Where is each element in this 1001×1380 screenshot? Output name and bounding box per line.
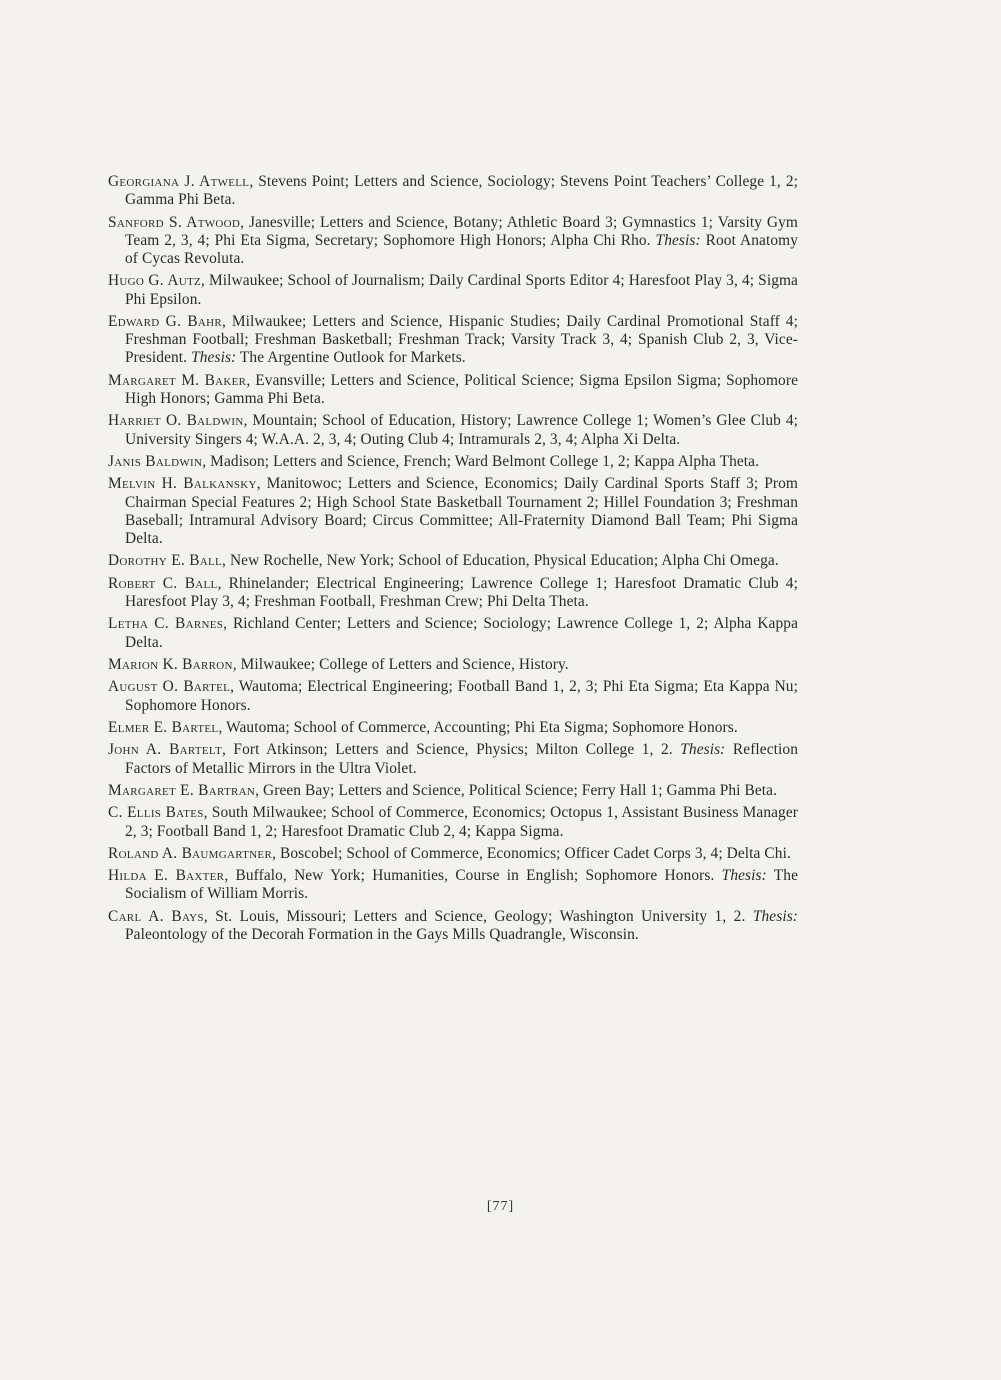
student-name: Letha C. Barnes — [108, 615, 224, 633]
biography-entry — [108, 372, 798, 408]
entry-details: , Buffalo, New York; Humanities, Course in English; Sophomore Honors. — [224, 867, 715, 885]
biography-entry — [108, 214, 798, 269]
entry-details: , Green Bay; Letters and Science, Political Science; Ferry Hall 1; Gamma Phi Beta. — [255, 781, 778, 799]
student-name: Melvin H. Balkansky — [108, 475, 257, 493]
biography-entry — [108, 475, 798, 548]
student-name: Hilda E. Baxter — [108, 867, 225, 885]
student-name: August O. Bartel — [108, 678, 231, 696]
entry-details: , Milwaukee; Letters and Science, Hispanic Studies; Daily Cardinal Promotional Staff 4; Freshman Football; Freshman Basketball; Freshman Track; Varsity Track 3, 4; Spanish Club 2, 3, Vice-President. — [125, 312, 798, 367]
student-name: C. Ellis Bates — [108, 804, 204, 822]
biography-entry — [108, 782, 798, 800]
thesis-title: The Argentine Outlook for Markets. — [236, 349, 466, 367]
student-name: Georgiana J. Atwell — [108, 173, 250, 190]
entry-details: , Manitowoc; Letters and Science, Economics; Daily Cardinal Sports Staff 3; Prom Chairman Special Features 2; High School State Basketball Tournament 2; Hillel Foundation 3; Freshman Baseball; Intramural Advisory Board; Circus Committee; All-Fraternity Diamond Ball Team; Phi Sigma Delta. — [125, 475, 798, 547]
biography-entry — [108, 313, 798, 368]
entry-details: , Rhinelander; Electrical Engineering; Lawrence College 1; Haresfoot Dramatic Club 4; Haresfoot Play 3, 4; Freshman Football, Freshman Crew; Phi Delta Theta. — [125, 574, 798, 610]
entry-details: , Janesville; Letters and Science, Botany; Athletic Board 3; Gymnastics 1; Varsity Gym Team 2, 3, 4; Phi Eta Sigma, Secretary; Sophomore High Honors; Alpha Chi Rho. — [125, 213, 799, 249]
student-name: Robert C. Ball — [108, 574, 218, 592]
entry-details: , Wautoma; School of Commerce, Accounting; Phi Eta Sigma; Sophomore Honors. — [218, 718, 738, 736]
biography-entry — [108, 719, 798, 737]
thesis-label: Thesis: — [655, 231, 701, 249]
thesis-label: Thesis: — [191, 349, 237, 367]
student-name: Janis Baldwin — [108, 452, 203, 470]
bleed-through-shadow — [360, 50, 660, 110]
biography-entry — [108, 908, 798, 944]
entry-details: , Richland Center; Letters and Science; Sociology; Lawrence College 1, 2; Alpha Kappa Delta. — [125, 615, 798, 651]
student-name: Edward G. Bahr — [108, 312, 223, 330]
biography-entry — [108, 741, 798, 777]
page-number: [77] — [486, 1199, 515, 1214]
biography-entry — [108, 412, 798, 448]
entry-details: , Stevens Point; Letters and Science, Sociology; Stevens Point Teachers’ College 1, 2; Gamma Phi Beta. — [125, 173, 798, 209]
thesis-label: Thesis: — [721, 867, 767, 885]
biography-entry — [108, 615, 798, 651]
biography-entry — [108, 845, 798, 863]
biography-entry — [108, 678, 798, 714]
student-name: Margaret M. Baker — [108, 371, 247, 389]
student-name: Harriet O. Baldwin — [108, 412, 244, 430]
biography-entry — [108, 656, 798, 674]
entry-list — [108, 173, 798, 948]
entry-details: , St. Louis, Missouri; Letters and Science, Geology; Washington University 1, 2. — [203, 907, 746, 925]
biography-entry — [108, 867, 798, 903]
entry-details: , Boscobel; School of Commerce, Economics; Officer Cadet Corps 3, 4; Delta Chi. — [272, 844, 791, 862]
entry-details: , Milwaukee; College of Letters and Science, History. — [232, 655, 569, 673]
biography-entry — [108, 272, 798, 308]
thesis-label: Thesis: — [752, 907, 799, 925]
entry-details: , Evansville; Letters and Science, Political Science; Sigma Epsilon Sigma; Sophomore High Honors; Gamma Phi Beta. — [125, 371, 798, 407]
thesis-title: Paleontology of the Decorah Formation in the Gays Mills Quadrangle, Wisconsin. — [125, 926, 639, 944]
student-name: Carl A. Bays — [108, 907, 204, 925]
entry-details: , New Rochelle, New York; School of Education, Physical Education; Alpha Chi Omega. — [222, 552, 779, 570]
entry-details: , South Milwaukee; School of Commerce, Economics; Octopus 1, Assistant Business Manager 2, 3; Football Band 1, 2; Haresfoot Dramatic Club 2, 4; Kappa Sigma. — [125, 804, 798, 840]
student-name: Margaret E. Bartran — [108, 781, 256, 799]
entry-details: , Madison; Letters and Science, French; Ward Belmont College 1, 2; Kappa Alpha Theta. — [202, 452, 760, 470]
biography-entry — [108, 804, 798, 840]
student-name: Dorothy E. Ball — [108, 552, 223, 570]
student-name: John A. Bartelt — [108, 741, 222, 759]
biography-entry — [108, 552, 798, 570]
entry-details: , Wautoma; Electrical Engineering; Football Band 1, 2, 3; Phi Eta Sigma; Eta Kappa Nu; Sophomore Honors. — [125, 678, 798, 714]
biography-entry — [108, 453, 798, 471]
entry-details: , Milwaukee; School of Journalism; Daily Cardinal Sports Editor 4; Haresfoot Play 3, 4; Sigma Phi Epsilon. — [125, 272, 798, 308]
student-name: Marion K. Barron — [108, 655, 233, 673]
thesis-title: Reflection Factors of Metallic Mirrors in the Ultra Violet. — [125, 741, 798, 777]
student-name: Roland A. Baumgartner — [108, 844, 273, 862]
student-name: Hugo G. Autz — [108, 272, 202, 290]
student-name: Sanford S. Atwood — [108, 213, 241, 231]
entry-details: , Fort Atkinson; Letters and Science, Physics; Milton College 1, 2. — [221, 741, 673, 759]
thesis-title: The Socialism of William Morris. — [125, 867, 799, 903]
biography-entry — [108, 575, 798, 611]
entry-details: , Mountain; School of Education, History; Lawrence College 1; Women’s Glee Club 4; University Singers 4; W.A.A. 2, 3, 4; Outing Club 4; Intramurals 2, 3, 4; Alpha Xi Delta. — [125, 412, 798, 448]
biography-entry — [108, 173, 798, 209]
thesis-label: Thesis: — [680, 741, 726, 759]
thesis-title: Root Anatomy of Cycas Revoluta. — [125, 231, 798, 267]
student-name: Elmer E. Bartel — [108, 718, 219, 736]
